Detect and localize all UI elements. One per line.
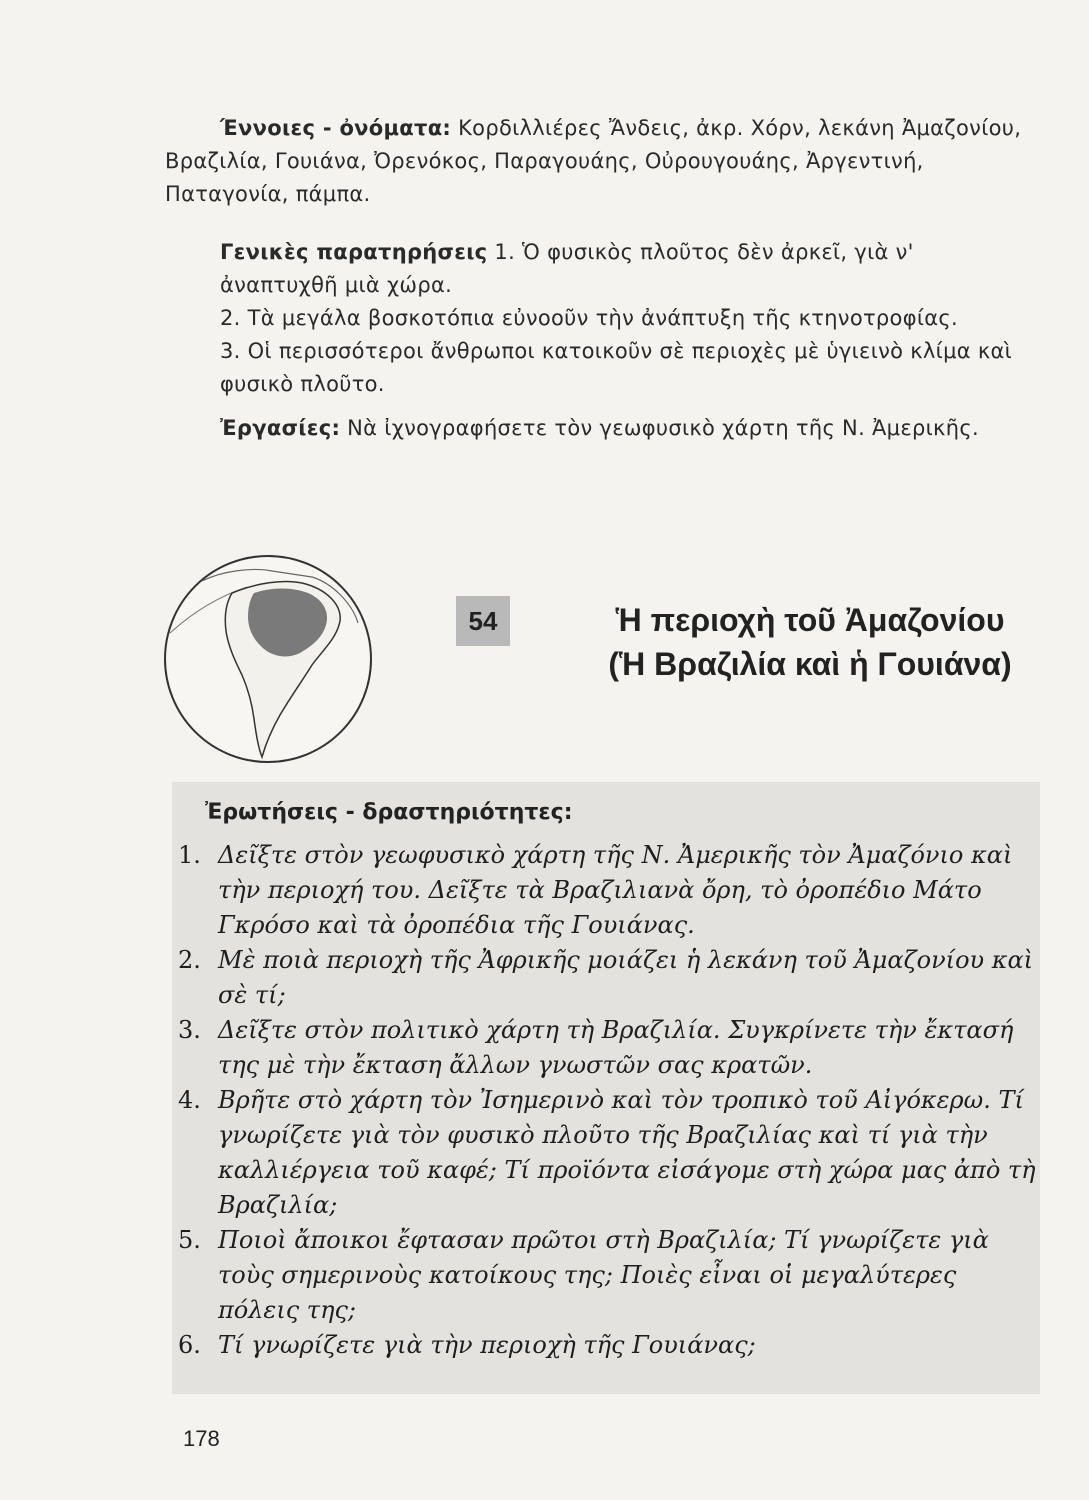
question-text: Τί γνωρίζετε γιὰ τὴν περιοχὴ τῆς Γουιάνας; <box>218 1331 756 1359</box>
question-text: Δεῖξτε στὸν πολιτικὸ χάρτη τὴ Βραζιλία. Συγκρίνετε τὴν ἔκτασή της μὲ τὴν ἔκταση ἄλλων γνωστῶν σας κρατῶν. <box>218 1016 1014 1079</box>
lesson-title <box>580 598 1040 686</box>
observation-first <box>165 236 1035 302</box>
observations-label: Γενικὲς παρατηρήσεις <box>220 240 488 264</box>
question-text: Βρῆτε στὸ χάρτη τὸν Ἰσημερινὸ καὶ τὸν τροπικὸ τοῦ Αἰγόκερω. Τί γνωρίζετε γιὰ τὸν φυσικὸ πλοῦτο τῆς Βραζιλίας καὶ τί γιὰ τὴν καλλιέργεια τοῦ καφέ; Τί προϊόντα εἰσάγομε στὴ χώρα μας ἀπὸ τὴ Βραζιλία; <box>218 1086 1036 1219</box>
question-number: 4. <box>178 1086 201 1114</box>
question-item <box>178 943 1040 1013</box>
question-text: Ποιοὶ ἄποικοι ἔφτασαν πρῶτοι στὴ Βραζιλία; Τί γνωρίζετε γιὰ τοὺς σημερινοὺς κατοίκους της; Ποιὲς εἶναι οἱ μεγαλύτερες πόλεις της; <box>218 1226 989 1324</box>
question-item <box>178 838 1040 943</box>
question-text: Μὲ ποιὰ περιοχὴ τῆς Ἀφρικῆς μοιάζει ἡ λεκάνη τοῦ Ἀμαζονίου καὶ σὲ τί; <box>218 946 1034 1009</box>
observations-section <box>165 236 1035 401</box>
page-number: 178 <box>183 1426 220 1451</box>
question-number: 5. <box>178 1226 201 1254</box>
question-item <box>178 1013 1040 1083</box>
lesson-subtitle-line: (Ἡ Βραζιλία καὶ ἡ Γουιάνα) <box>608 646 1012 682</box>
questions-heading: Ἐρωτήσεις - δραστηριότητες: <box>205 800 573 825</box>
question-list <box>178 838 1040 1363</box>
tasks-text: Νὰ ἰχνογραφήσετε τὸν γεωφυσικὸ χάρτη τῆς Ν. Ἀμερικῆς. <box>347 416 979 440</box>
observation-item: 1. Ὁ φυσικὸς πλοῦτος δὲν ἀρκεῖ, γιὰ ν' ἀναπτυχθῆ μιὰ χώρα. <box>220 240 914 297</box>
question-item <box>178 1223 1040 1328</box>
concepts-label: Έννοιες - ὀνόματα: <box>220 116 452 140</box>
tasks-paragraph <box>165 412 1035 445</box>
question-item <box>178 1328 1040 1363</box>
observation-item: 2. Τὰ μεγάλα βοσκοτόπια εὐνοοῦν τὴν ἀνάπτυξη τῆς κτηνοτροφίας. <box>220 306 959 330</box>
question-number: 3. <box>178 1016 201 1044</box>
south-america-globe-illustration <box>162 553 374 765</box>
question-item <box>178 1083 1040 1223</box>
lesson-number-badge: 54 <box>456 596 510 646</box>
question-text: Δεῖξτε στὸν γεωφυσικὸ χάρτη τῆς Ν. Ἀμερικῆς τὸν Ἀμαζόνιο καὶ τὴν περιοχή του. Δεῖξτε τὰ Βραζιλιανὰ ὄρη, τὸ ὀροπέδιο Μάτο Γκρόσο καὶ τὰ ὀροπέδια τῆς Γουιάνας. <box>218 841 1013 939</box>
tasks-label: Ἐργασίες: <box>220 416 341 440</box>
concepts-paragraph <box>165 112 1035 211</box>
question-number: 2. <box>178 946 201 974</box>
question-number: 1. <box>178 841 201 869</box>
observation-item: 3. Οἱ περισσότεροι ἄνθρωποι κατοικοῦν σὲ περιοχὲς μὲ ὑγιεινὸ κλίμα καὶ φυσικὸ πλοῦτο. <box>220 339 1013 396</box>
question-number: 6. <box>178 1331 201 1359</box>
concepts-text: Κορδιλλιέρες Ἄνδεις, ἀκρ. Χόρν, λεκάνη Ἀμαζονίου, Βραζιλία, Γουιάνα, Ὀρενόκος, Παραγουάης, Οὐρουγουάης, Ἀργεντινή, Παταγονία, πάμπα. <box>165 116 1022 206</box>
lesson-title-line: Ἡ περιοχὴ τοῦ Ἀμαζονίου <box>615 602 1005 638</box>
